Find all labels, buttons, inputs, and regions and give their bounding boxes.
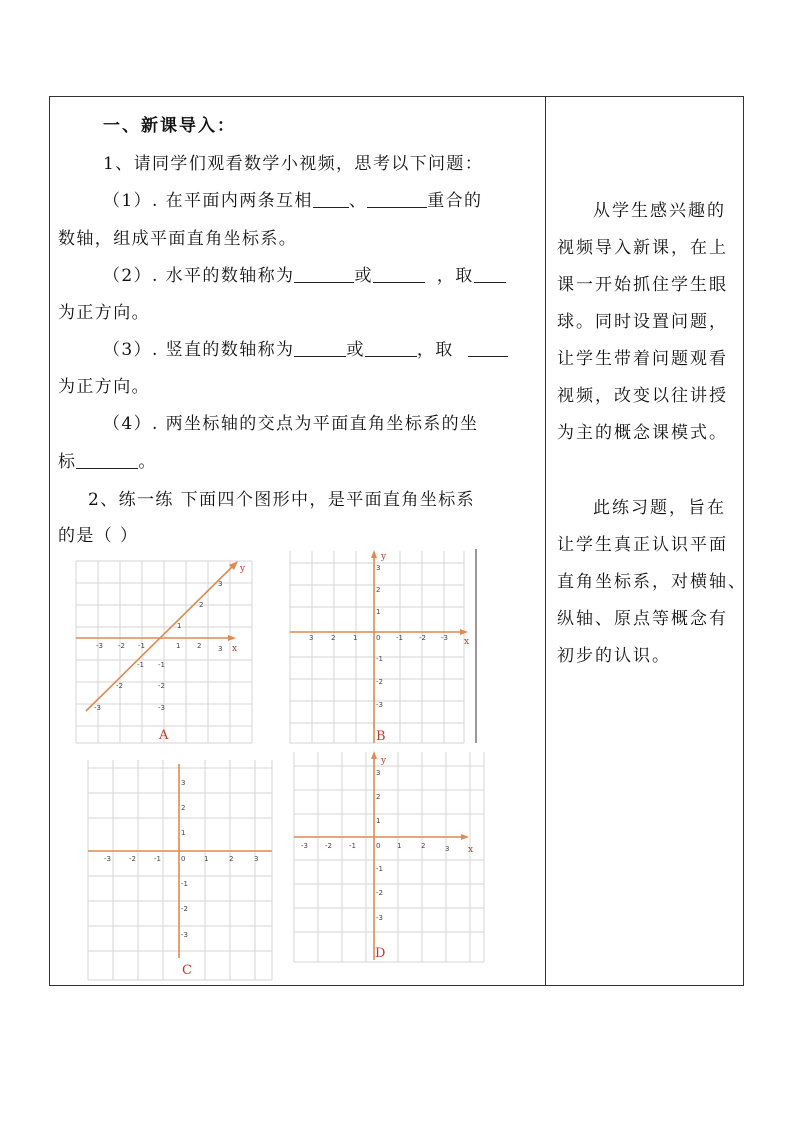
tick-label: 2 xyxy=(181,804,186,812)
graph-option-d xyxy=(292,750,486,964)
note-line: 初步的认识。 xyxy=(557,646,671,666)
note-line: 此练习题，旨在 xyxy=(593,498,726,518)
tick-label: 2 xyxy=(376,586,381,594)
note-line: 为主的概念课模式。 xyxy=(557,423,728,443)
tick-label: -3 xyxy=(376,701,383,709)
tick-label: -2 xyxy=(181,905,188,913)
note-line: 课一开始抓住学生眼 xyxy=(557,275,728,295)
tick-label: 1 xyxy=(177,622,182,630)
tick-label: -3 xyxy=(376,914,383,922)
answer-blank[interactable] xyxy=(474,266,506,283)
tick-label: 3 xyxy=(376,564,381,572)
answer-blank[interactable] xyxy=(373,266,425,283)
part-2-text-a: （2）. 水平的数轴称为 xyxy=(103,266,295,286)
note-line: 让学生真正认识平面 xyxy=(557,535,728,555)
tick-label: -3 xyxy=(96,642,103,650)
answer-blank[interactable] xyxy=(76,452,138,469)
tick-label: -1 xyxy=(137,661,144,669)
tick-label: -3 xyxy=(301,842,308,850)
answer-blank[interactable] xyxy=(365,340,417,357)
tick-label: 1 xyxy=(176,642,181,650)
question-1-part-2 xyxy=(103,266,506,286)
part-1-sep: 、 xyxy=(348,191,368,211)
tick-label: 1 xyxy=(204,855,209,863)
tick-label: -2 xyxy=(376,678,383,686)
tick-label: 1 xyxy=(397,842,402,850)
answer-blank[interactable] xyxy=(468,340,508,357)
question-2-line-2: 的是（ ） xyxy=(58,526,139,546)
part-3-text-b: ，取 xyxy=(416,340,454,360)
y-arrow xyxy=(371,550,377,558)
part-4-text-b: 标 xyxy=(58,452,77,472)
column-divider xyxy=(545,96,546,986)
question-1-part-1-cont: 数轴，组成平面直角坐标系。 xyxy=(58,229,298,249)
option-caption: D xyxy=(375,946,386,961)
y-axis-name: y xyxy=(381,552,387,562)
tick-label: 1 xyxy=(376,817,381,825)
note-line: 球。同时设置问题， xyxy=(557,312,728,332)
tick-label: 3 xyxy=(376,769,381,777)
note-line: 让学生带着问题观看 xyxy=(557,349,728,369)
grid xyxy=(76,561,252,743)
tick-label: -1 xyxy=(181,880,188,888)
tick-label: 1 xyxy=(181,829,186,837)
option-caption: C xyxy=(182,963,192,978)
question-1-intro: 1、请同学们观看数学小视频，思考以下问题： xyxy=(103,154,484,174)
tick-label: -2 xyxy=(158,682,165,690)
tick-label: 0 xyxy=(376,634,381,642)
tick-label: -3 xyxy=(104,855,111,863)
tick-label: 2 xyxy=(376,793,381,801)
tick-label: -1 xyxy=(396,634,403,642)
x-axis-name: x xyxy=(464,637,470,647)
tick-label: -3 xyxy=(181,931,188,939)
tick-label: -3 xyxy=(441,634,448,642)
tick-label: -1 xyxy=(138,642,145,650)
tick-label: 3 xyxy=(181,779,186,787)
question-1-part-3-cont: 为正方向。 xyxy=(58,377,150,397)
tick-label: 0 xyxy=(181,855,186,863)
tick-label: 3 xyxy=(218,645,223,653)
section-heading: 一、新课导入： xyxy=(103,116,236,136)
question-1-part-2-cont: 为正方向。 xyxy=(58,303,150,323)
tick-label: 2 xyxy=(197,642,202,650)
tick-label: -2 xyxy=(376,889,383,897)
answer-blank[interactable] xyxy=(294,266,354,283)
part-3-or: 或 xyxy=(346,340,365,360)
tick-label: 3 xyxy=(445,845,450,853)
y-axis-name: y xyxy=(240,564,246,574)
tick-label: -1 xyxy=(376,655,383,663)
tick-label: -1 xyxy=(349,842,356,850)
question-2-line-1: 2、练一练 下面四个图形中，是平面直角坐标系 xyxy=(88,490,476,510)
tick-label: -2 xyxy=(118,642,125,650)
note-line: 视频，改变以往讲授 xyxy=(557,386,728,406)
question-1-part-4-cont xyxy=(58,452,157,472)
x-arrow xyxy=(461,834,469,840)
note-line: 视频导入新课，在上 xyxy=(557,238,728,258)
tick-label: -2 xyxy=(129,855,136,863)
tick-label: 2 xyxy=(229,855,234,863)
tick-label: -3 xyxy=(94,704,101,712)
tick-label: 3 xyxy=(218,580,223,588)
tick-label: 3 xyxy=(309,634,314,642)
tick-label: 3 xyxy=(254,855,259,863)
part-3-text-a: （3）. 竖直的数轴称为 xyxy=(103,340,295,360)
tick-label: -2 xyxy=(325,842,332,850)
tick-label: 1 xyxy=(376,608,381,616)
grid xyxy=(88,760,272,980)
part-1-text-a: （1）. 在平面内两条互相 xyxy=(103,191,313,211)
tick-label: -1 xyxy=(376,865,383,873)
grid xyxy=(290,551,464,743)
tick-label: -1 xyxy=(154,855,161,863)
part-1-text-b: 重合的 xyxy=(427,191,483,211)
part-2-text-b: ，取 xyxy=(436,266,474,286)
x-axis-name: x xyxy=(232,644,238,654)
part-2-or: 或 xyxy=(354,266,373,286)
x-axis-name: x xyxy=(468,845,474,855)
tick-label: 0 xyxy=(376,842,381,850)
note-line: 从学生感兴趣的 xyxy=(593,201,726,221)
tick-label: -3 xyxy=(158,704,165,712)
graph-option-b xyxy=(288,547,480,747)
tick-label: 1 xyxy=(353,634,358,642)
graph-option-a xyxy=(74,557,256,747)
note-line: 纵轴、原点等概念有 xyxy=(557,609,728,629)
tick-label: 2 xyxy=(331,634,336,642)
y-arrow xyxy=(371,751,377,759)
option-caption: B xyxy=(376,729,386,744)
question-1-part-3 xyxy=(103,340,508,360)
note-line: 直角坐标系，对横轴、 xyxy=(557,572,747,592)
tick-label: 2 xyxy=(421,842,426,850)
tick-label: -1 xyxy=(158,661,165,669)
y-axis-name: y xyxy=(381,756,387,766)
grid xyxy=(294,752,484,962)
tick-label: 2 xyxy=(199,601,204,609)
answer-blank[interactable] xyxy=(313,191,349,208)
option-caption: A xyxy=(159,728,169,743)
part-4-end: 。 xyxy=(138,452,157,472)
question-1-part-1 xyxy=(103,191,482,211)
answer-blank[interactable] xyxy=(367,191,427,208)
tick-label: -2 xyxy=(419,634,426,642)
tick-label: -2 xyxy=(116,682,123,690)
x-arrow xyxy=(228,635,236,641)
answer-blank[interactable] xyxy=(294,340,346,357)
question-1-part-4: （4）. 两坐标轴的交点为平面直角坐标系的坐 xyxy=(103,414,479,434)
graph-option-c xyxy=(86,758,274,982)
